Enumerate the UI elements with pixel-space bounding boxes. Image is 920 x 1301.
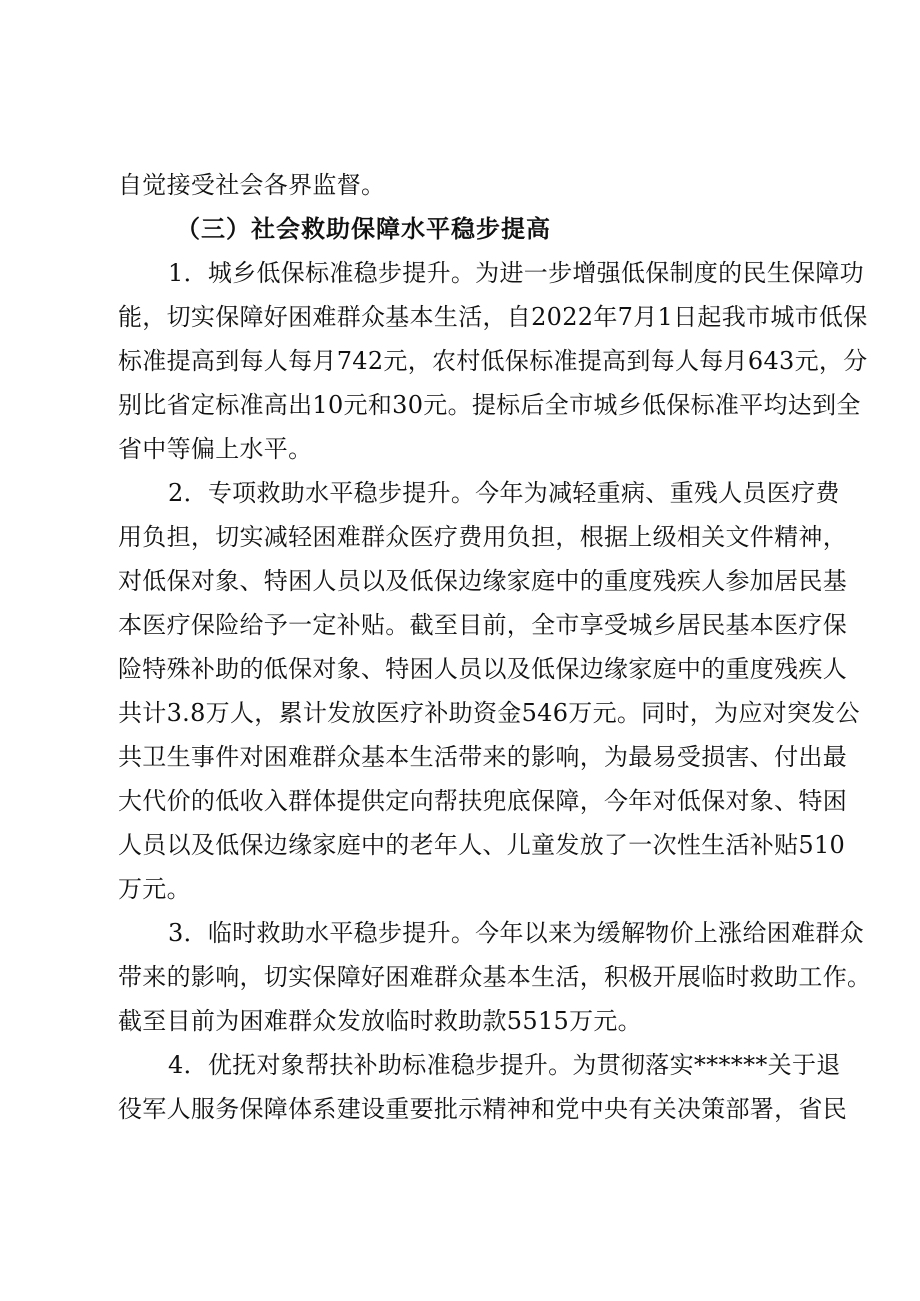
item-3-line-1: 3．临时救助水平稳步提升。今年以来为缓解物价上涨给困难群众	[168, 919, 864, 947]
item-2-line-6: 共计3.8万人，累计发放医疗补助资金546万元。同时，为应对突发公	[118, 699, 860, 727]
item-1-line-5: 省中等偏上水平。	[118, 435, 313, 463]
item-1-line-3: 标准提高到每人每月742元，农村低保标准提高到每人每月643元，分	[118, 347, 868, 375]
item-2-line-2: 用负担，切实减轻困难群众医疗费用负担，根据上级相关文件精神，	[118, 523, 847, 551]
continuation-line: 自觉接受社会各界监督。	[118, 171, 386, 199]
item-2-line-10: 万元。	[118, 875, 191, 903]
item-2-line-9: 人员以及低保边缘家庭中的老年人、儿童发放了一次性生活补贴510	[118, 831, 846, 859]
item-2-line-7: 共卫生事件对困难群众基本生活带来的影响，为最易受损害、付出最	[118, 743, 847, 771]
item-4-line-2: 役军人服务保障体系建设重要批示精神和党中央有关决策部署，省民	[118, 1095, 847, 1123]
item-1-line-1: 1．城乡低保标准稳步提升。为进一步增强低保制度的民生保障功	[168, 259, 864, 287]
item-2-line-1: 2．专项救助水平稳步提升。今年为减轻重病、重残人员医疗费	[168, 479, 840, 507]
section-heading: （三）社会救助保障水平稳步提高	[176, 214, 551, 243]
item-3-line-2: 带来的影响，切实保障好困难群众基本生活，积极开展临时救助工作。	[118, 963, 872, 991]
item-1-line-2: 能，切实保障好困难群众基本生活，自2022年7月1日起我市城市低保	[118, 303, 868, 331]
item-2-line-4: 本医疗保险给予一定补贴。截至目前，全市享受城乡居民基本医疗保	[118, 611, 847, 639]
item-2-line-8: 大代价的低收入群体提供定向帮扶兜底保障，今年对低保对象、特困	[118, 787, 847, 815]
item-1-line-4: 别比省定标准高出10元和30元。提标后全市城乡低保标准平均达到全	[118, 391, 861, 419]
item-4-line-1: 4．优抚对象帮扶补助标准稳步提升。为贯彻落实******关于退	[168, 1051, 841, 1079]
item-2-line-3: 对低保对象、特困人员以及低保边缘家庭中的重度残疾人参加居民基	[118, 567, 847, 595]
item-3-line-3: 截至目前为困难群众发放临时救助款5515万元。	[118, 1007, 642, 1035]
item-2-line-5: 险特殊补助的低保对象、特困人员以及低保边缘家庭中的重度残疾人	[118, 655, 847, 683]
